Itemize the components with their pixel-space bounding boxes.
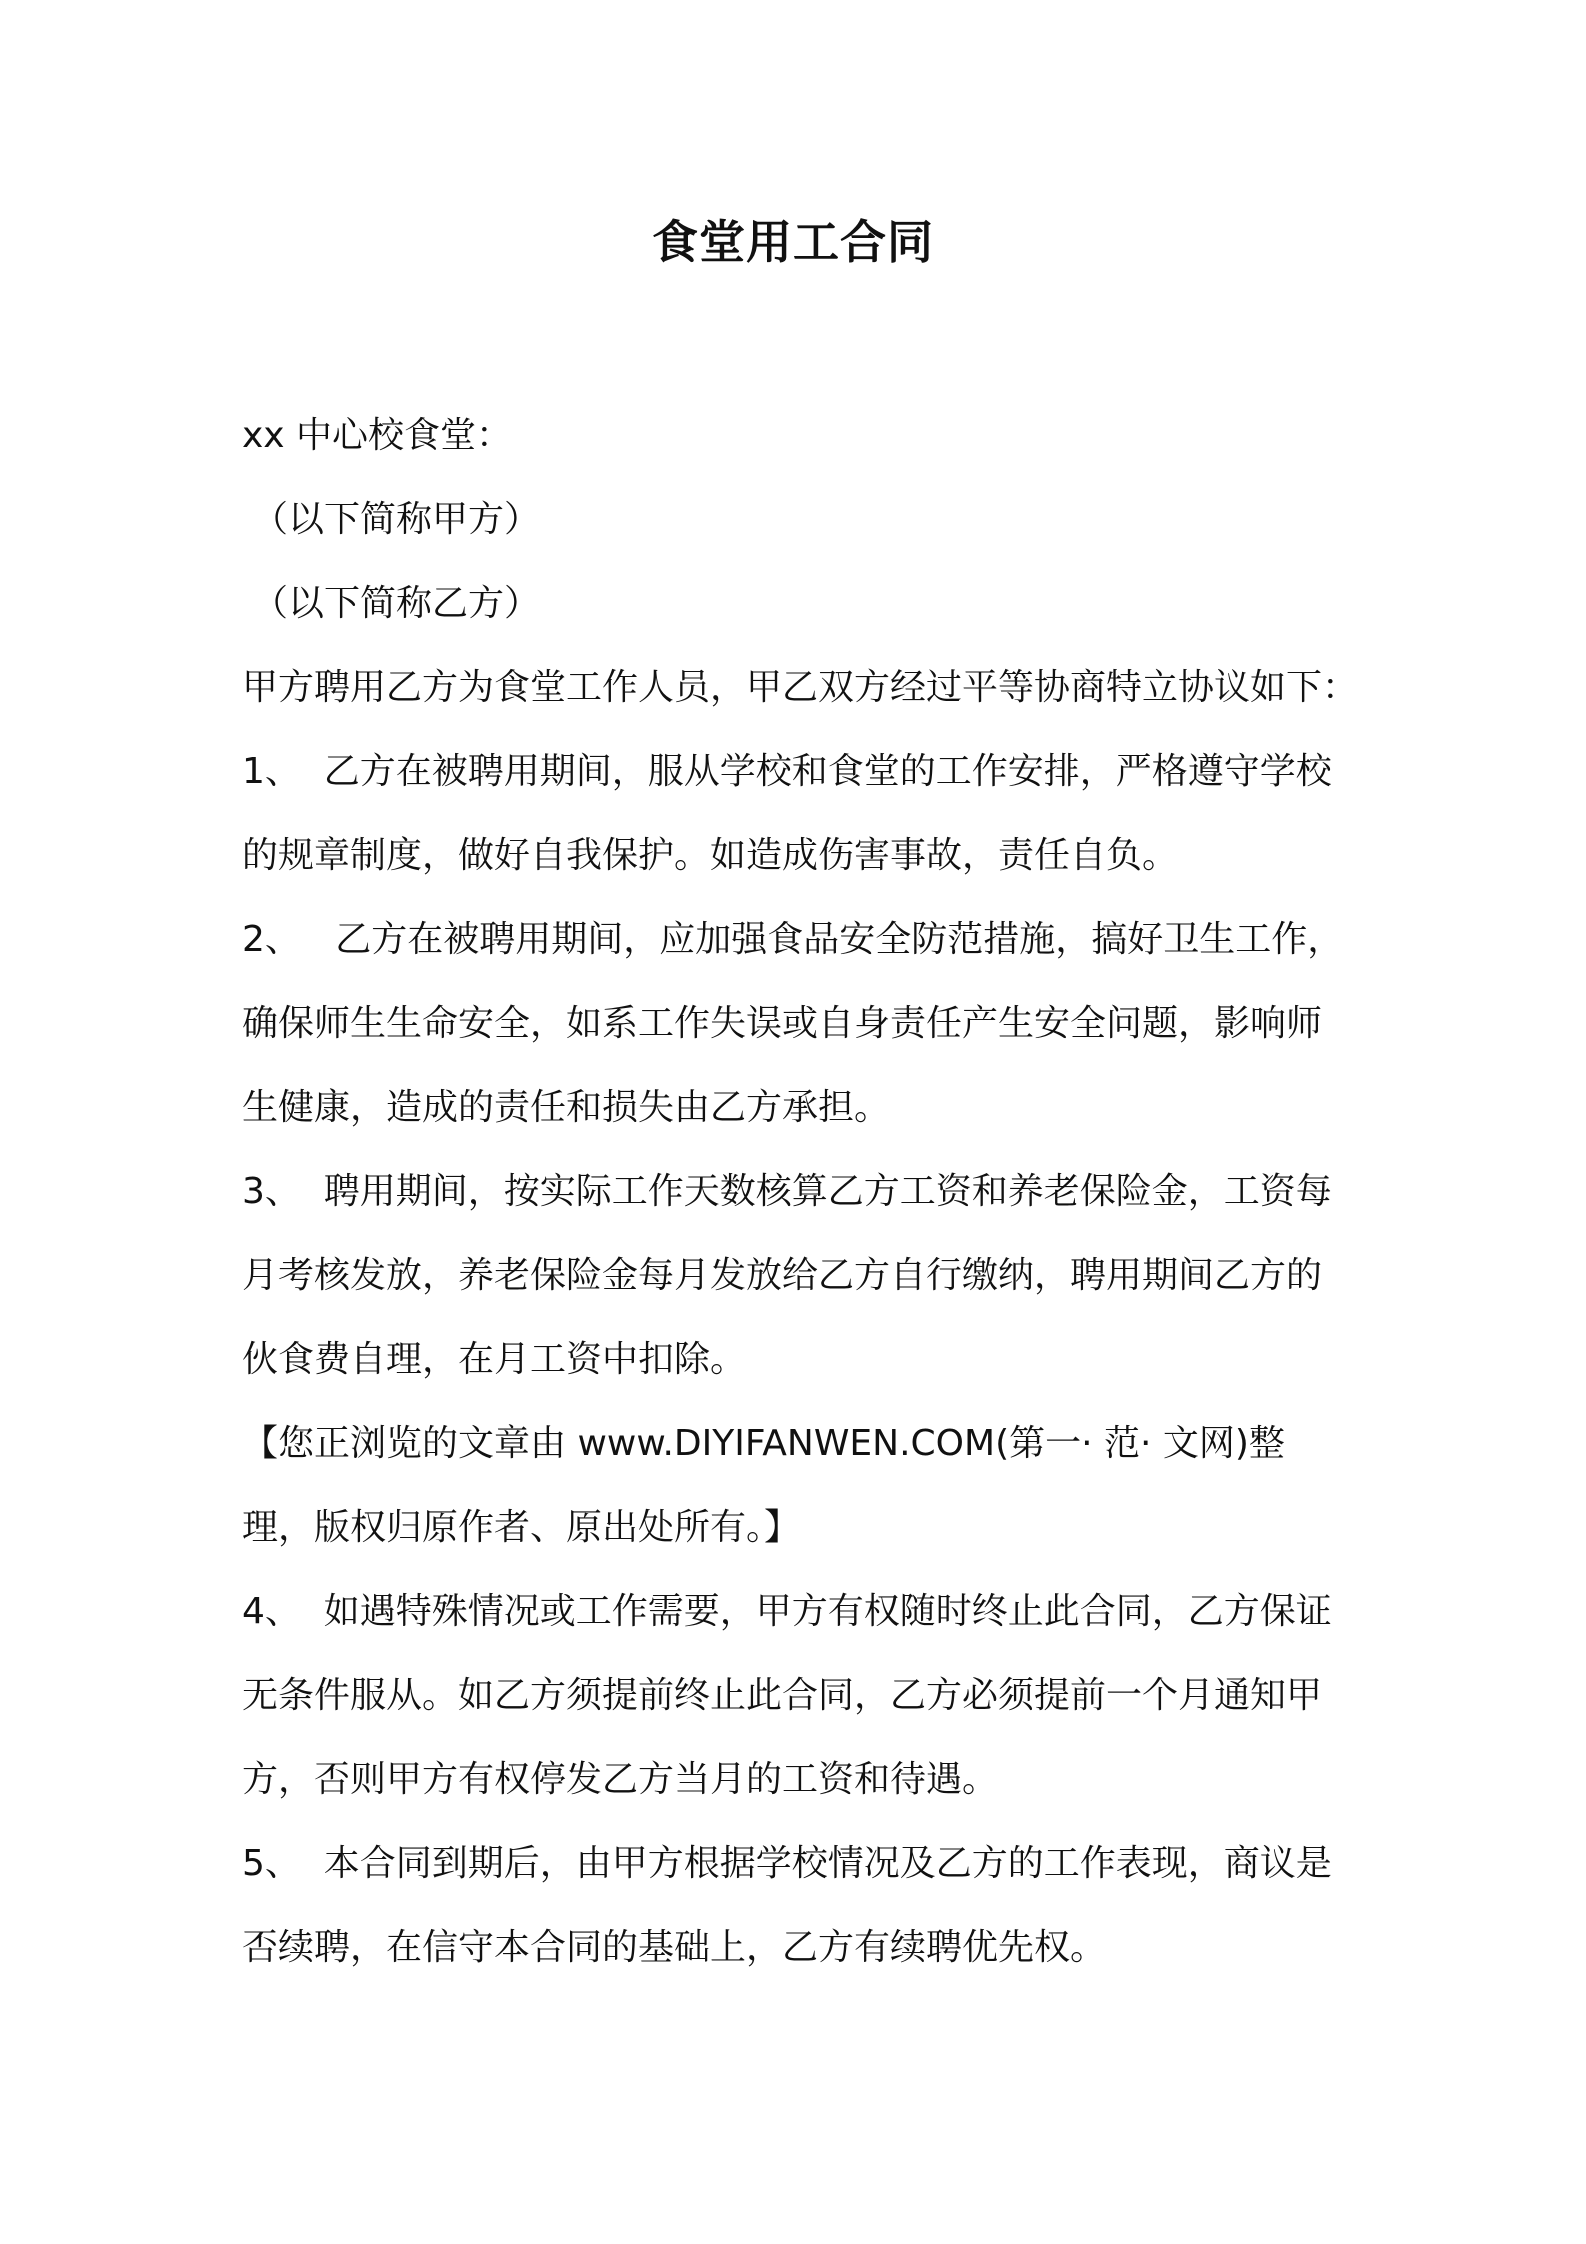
clause-3-line-3: 伙食费自理，在月工资中扣除。: [242, 1339, 747, 1380]
clause-1-line-1: 1、 乙方在被聘用期间，服从学校和食堂的工作安排，严格遵守学校: [242, 751, 1332, 792]
intro-line: 甲方聘用乙方为食堂工作人员，甲乙双方经过平等协商特立协议如下：: [242, 667, 1359, 708]
clause-5-line-1: 5、 本合同到期后，由甲方根据学校情况及乙方的工作表现，商议是: [242, 1843, 1332, 1884]
source-notice-line-1: 【您正浏览的文章由 www.DIYIFANWEN.COM(第一· 范· 文网)整: [242, 1423, 1285, 1464]
clause-4-line-2: 无条件服从。如乙方须提前终止此合同，乙方必须提前一个月通知甲: [242, 1675, 1323, 1716]
clause-4-line-1: 4、 如遇特殊情况或工作需要，甲方有权随时终止此合同，乙方保证: [242, 1591, 1332, 1632]
document-title: 食堂用工合同: [652, 215, 934, 269]
clause-1-line-2: 的规章制度，做好自我保护。如造成伤害事故，责任自负。: [242, 835, 1179, 876]
party-b-note: （以下简称乙方）: [252, 583, 541, 624]
clause-2-line-1: 2、 乙方在被聘用期间，应加强食品安全防范措施，搞好卫生工作，: [242, 919, 1344, 960]
clause-4-line-3: 方，否则甲方有权停发乙方当月的工资和待遇。: [242, 1759, 999, 1800]
addressee-line: xx 中心校食堂：: [242, 415, 513, 456]
clause-2-line-2: 确保师生生命安全，如系工作失误或自身责任产生安全问题，影响师: [242, 1003, 1323, 1044]
clause-5-line-2: 否续聘，在信守本合同的基础上，乙方有续聘优先权。: [242, 1927, 1107, 1968]
clause-3-line-1: 3、 聘用期间，按实际工作天数核算乙方工资和养老保险金，工资每: [242, 1171, 1332, 1212]
source-notice-line-2: 理，版权归原作者、原出处所有。】: [242, 1507, 801, 1548]
clause-3-line-2: 月考核发放，养老保险金每月发放给乙方自行缴纳，聘用期间乙方的: [242, 1255, 1323, 1296]
party-a-note: （以下简称甲方）: [252, 499, 541, 540]
clause-2-line-3: 生健康，造成的责任和损失由乙方承担。: [242, 1087, 891, 1128]
